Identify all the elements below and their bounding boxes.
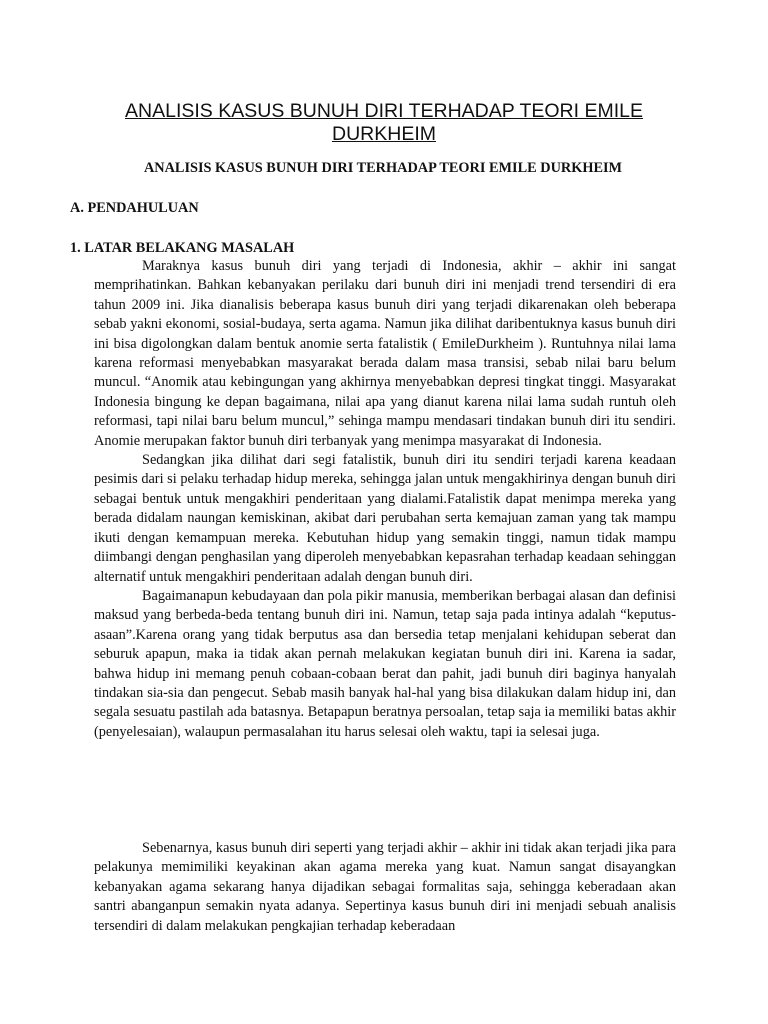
paragraph-2: Sedangkan jika dilihat dari segi fatalistik, bunuh diri itu sendiri terjadi karena keadaan pesimis dari si pelaku terhadap hidup mereka, sehingga jalan untuk mengakhirinya dengan bunuh diri sebagai bentuk untuk mengakhiri penderitaan yang dialami.Fatalistik dapat menimpa mereka yang berada didalam naungan kemiskinan, akibat dari perubahan serta kemajuan zaman yang tak mampu ikuti dengan kemampuan mereka. Kebutuhan hidup yang semakin tinggi, namun tidak mampu diimbangi dengan penghasilan yang diperoleh menyebabkan kepasrahan terhadap keadaan sehinggan alternatif untuk mengakhiri penderitaan adalah dengan bunuh diri. bbox=[94, 452, 676, 585]
document-subtitle: ANALISIS KASUS BUNUH DIRI TERHADAP TEORI EMILE DURKHEIM bbox=[143, 160, 623, 176]
document-title: ANALISIS KASUS BUNUH DIRI TERHADAP TEORI EMILE DURKHEIM bbox=[125, 100, 643, 145]
body-text-continued bbox=[94, 839, 676, 936]
body-text bbox=[94, 257, 676, 742]
subsection-heading-latar-belakang: 1. LATAR BELAKANG MASALAH bbox=[70, 240, 295, 256]
paragraph-1: Maraknya kasus bunuh diri yang terjadi di Indonesia, akhir – akhir ini sangat memprihatinkan. Bahkan kebanyakan perilaku dari bunuh diri ini menjadi trend tersendiri di era tahun 2009 ini. Jika dianalisis beberapa kasus bunuh diri yang terjadi dikarenakan oleh beberapa sebab yakni ekonomi, sosial-budaya, serta agama. Namun jika dilihat daribentuknya kasus bunuh diri ini bisa digolongkan dalam bentuk anomie serta fatalistik ( EmileDurkheim ). Runtuhnya nilai lama karena reformasi menyebabkan masyarakat berada dalam masa transisi, sebab nilai baru belum muncul. “Anomik atau kebingungan yang akhirnya menyebabkan depresi tingkat tinggi. Masyarakat Indonesia bingung ke depan bagaimana, nilai apa yang dianut karena nilai lama sudah runtuh oleh reformasi, tapi nilai baru belum muncul,” sehinga mampu mendasari tindakan bunuh diri itu sendiri. Anomie merupakan faktor bunuh diri terbanyak yang menimpa masyarakat di Indonesia. bbox=[94, 258, 676, 449]
section-heading-pendahuluan: A. PENDAHULUAN bbox=[70, 200, 199, 216]
paragraph-4: Sebenarnya, kasus bunuh diri seperti yang terjadi akhir – akhir ini tidak akan terjadi jika para pelakunya memimiliki keyakinan akan agama mereka yang kuat. Namun sangat disayangkan kebanyakan agama sekarang hanya dijadikan sebagai formalitas saja, sehingga keberadaan akan santri abanganpun semakin nyata adanya. Sepertinya kasus bunuh diri ini menjadi sebuah analisis tersendiri di dalam melakukan pengkajian terhadap keberadaan bbox=[94, 840, 676, 934]
paragraph-3: Bagaimanapun kebudayaan dan pola pikir manusia, memberikan berbagai alasan dan definisi maksud yang berbeda-beda tentang bunuh diri ini. Namun, tetap saja pada intinya adalah “keputus-asaan”.Karena orang yang tidak berputus asa dan bersedia tetap menjalani kehidupan seberat dan seburuk apapun, maka ia tidak akan pernah melakukan kegiatan bunuh diri ini. Karena ia sadar, bahwa hidup ini memang penuh cobaan-cobaan berat dan pahit, jadi bunuh diri baginya hanyalah tindakan sia-sia dan pengecut. Sebab masih banyak hal-hal yang bisa dilakukan dalam hidup ini, dan segala sesuatu pastilah ada batasnya. Betapapun beratnya persoalan, tetap saja ia memiliki batas akhir (penyelesaian), walaupun permasalahan itu harus selesai oleh waktu, tapi ia selesai juga. bbox=[94, 587, 676, 740]
